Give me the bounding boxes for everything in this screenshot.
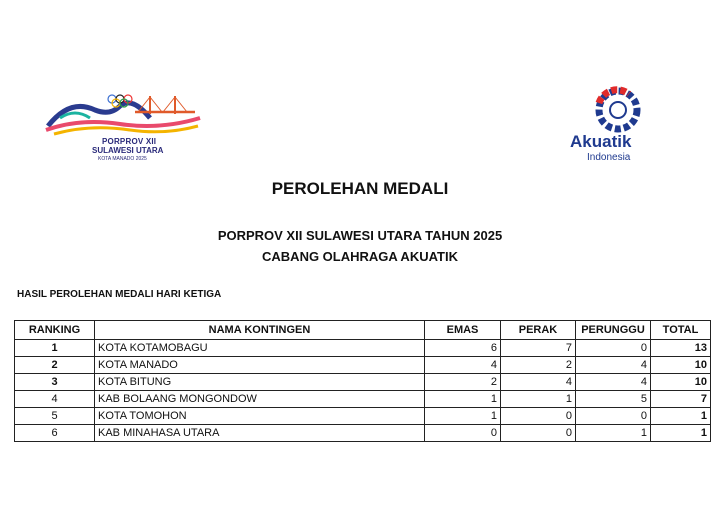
porprov-emblem-icon	[40, 88, 205, 138]
header-total: TOTAL	[651, 321, 711, 340]
name-cell: KAB BOLAANG MONGONDOW	[95, 391, 425, 408]
bronze-cell: 1	[576, 425, 651, 442]
total-cell: 13	[651, 340, 711, 357]
silver-cell: 0	[501, 425, 576, 442]
rank-cell: 2	[15, 357, 95, 374]
table-row	[15, 391, 711, 408]
name-cell: KOTA KOTAMOBAGU	[95, 340, 425, 357]
header-name: NAMA KONTINGEN	[95, 321, 425, 340]
silver-cell: 7	[501, 340, 576, 357]
name-cell: KOTA TOMOHON	[95, 408, 425, 425]
header-bronze: PERUNGGU	[576, 321, 651, 340]
table-row	[15, 374, 711, 391]
total-cell: 10	[651, 374, 711, 391]
header-gold: EMAS	[425, 321, 501, 340]
section-label: HASIL PEROLEHAN MEDALI HARI KETIGA	[17, 289, 222, 300]
rank-cell: 4	[15, 391, 95, 408]
rank-cell: 6	[15, 425, 95, 442]
porprov-logo	[40, 88, 205, 168]
header-silver: PERAK	[501, 321, 576, 340]
name-cell: KOTA BITUNG	[95, 374, 425, 391]
akuatik-emblem-icon	[583, 85, 653, 135]
bronze-cell: 4	[576, 357, 651, 374]
total-cell: 1	[651, 408, 711, 425]
bronze-cell: 0	[576, 408, 651, 425]
table-row	[15, 425, 711, 442]
name-cell: KOTA MANADO	[95, 357, 425, 374]
bronze-cell: 5	[576, 391, 651, 408]
bronze-cell: 4	[576, 374, 651, 391]
porprov-logo-line3: KOTA MANADO 2025	[98, 156, 147, 162]
page-title: PEROLEHAN MEDALI	[271, 179, 449, 198]
akuatik-logo-sub: Indonesia	[587, 152, 631, 163]
event-subtitle: PORPROV XII SULAWESI UTARA TAHUN 2025	[217, 228, 503, 243]
porprov-logo-line1: PORPROV XII	[102, 137, 157, 146]
silver-cell: 1	[501, 391, 576, 408]
table-row	[15, 408, 711, 425]
table-row	[15, 357, 711, 374]
gold-cell: 1	[425, 391, 501, 408]
rank-cell: 5	[15, 408, 95, 425]
medal-table	[14, 320, 711, 442]
akuatik-logo-brand: Akuatik	[570, 132, 632, 151]
total-cell: 10	[651, 357, 711, 374]
silver-cell: 4	[501, 374, 576, 391]
silver-cell: 2	[501, 357, 576, 374]
porprov-logo-line2: SULAWESI UTARA	[92, 146, 164, 155]
sport-subtitle: CABANG OLAHRAGA AKUATIK	[262, 249, 458, 264]
total-cell: 7	[651, 391, 711, 408]
silver-cell: 0	[501, 408, 576, 425]
akuatik-logo	[565, 85, 675, 175]
total-cell: 1	[651, 425, 711, 442]
table-header-row	[15, 321, 711, 340]
gold-cell: 0	[425, 425, 501, 442]
header-ranking: RANKING	[15, 321, 95, 340]
gold-cell: 6	[425, 340, 501, 357]
gold-cell: 4	[425, 357, 501, 374]
gold-cell: 1	[425, 408, 501, 425]
gold-cell: 2	[425, 374, 501, 391]
rank-cell: 1	[15, 340, 95, 357]
name-cell: KAB MINAHASA UTARA	[95, 425, 425, 442]
table-row	[15, 340, 711, 357]
bronze-cell: 0	[576, 340, 651, 357]
rank-cell: 3	[15, 374, 95, 391]
